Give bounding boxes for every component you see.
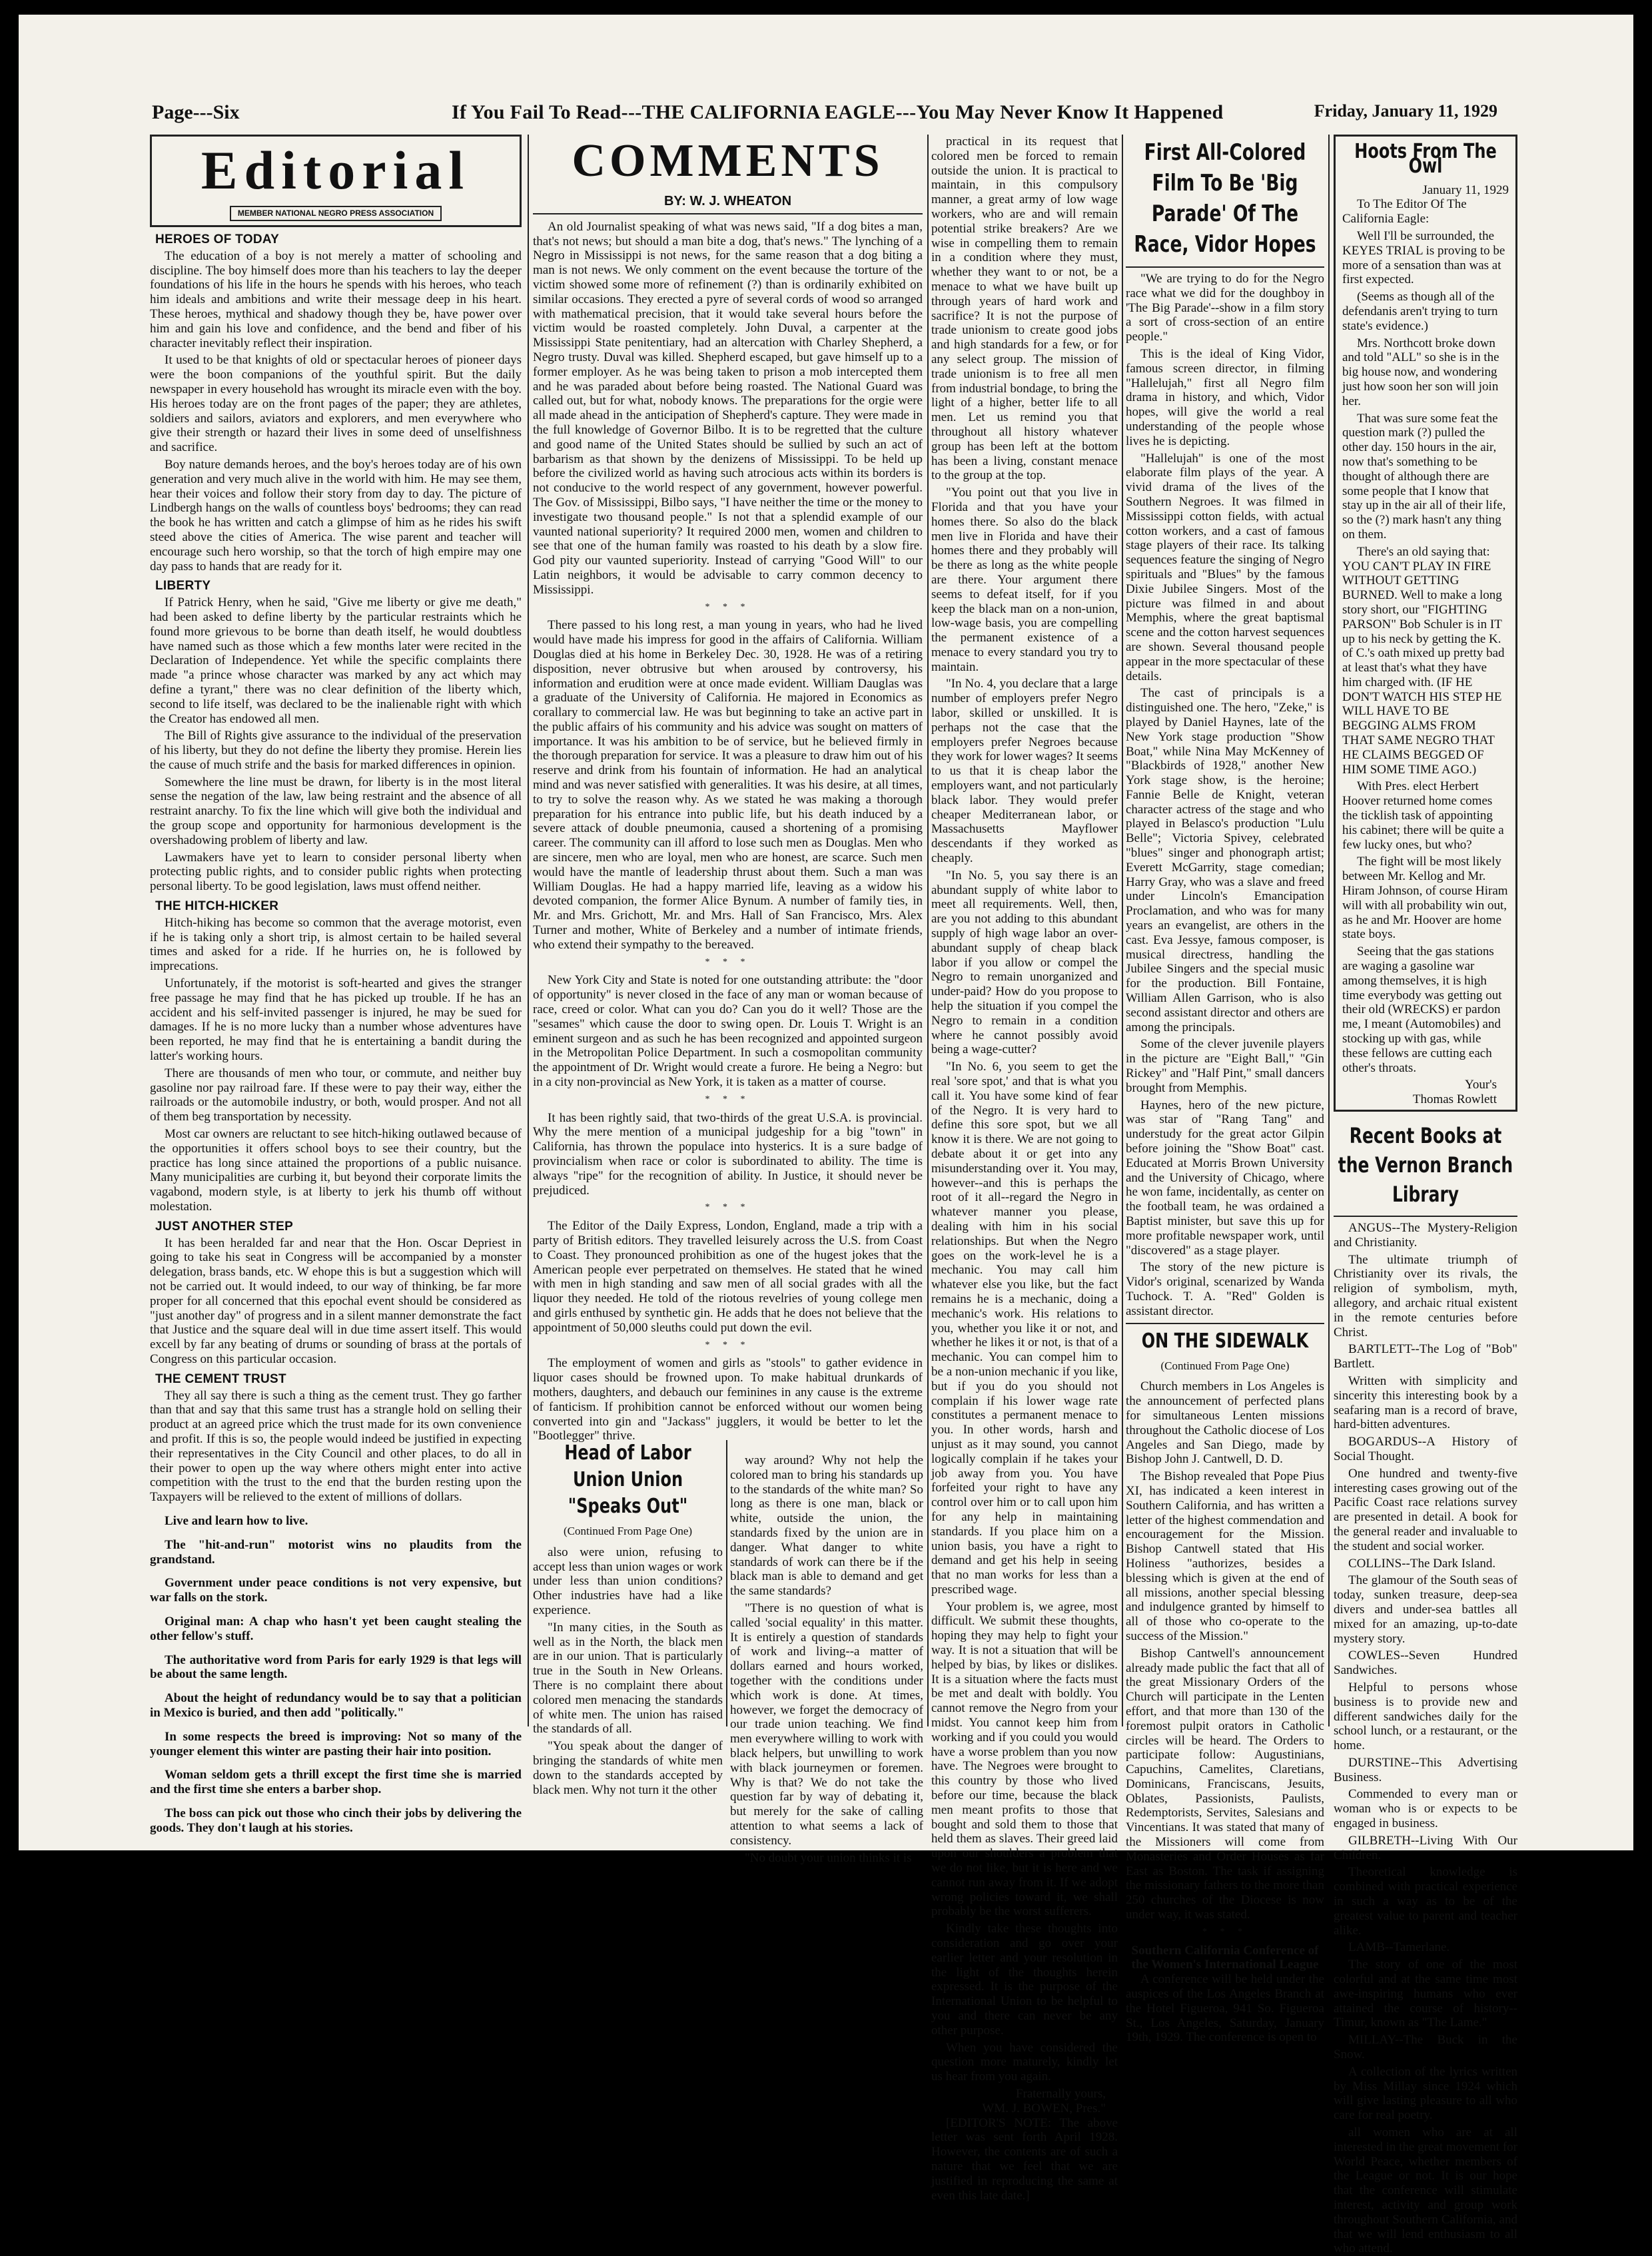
column-divider xyxy=(528,135,529,1726)
byline: BY: W. J. WHEATON xyxy=(663,194,792,208)
book-title: DURSTINE--This Advertising Business. xyxy=(1334,1755,1517,1784)
member-badge: MEMBER NATIONAL NEGRO PRESS ASSOCIATION xyxy=(230,206,442,221)
labor-headline: Head of Labor Union Union "Speaks Out" xyxy=(564,1441,691,1518)
book-title: ANGUS--The Mystery-Religion and Christianity. xyxy=(1334,1221,1517,1250)
article-paragraph: Well I'll be surrounded, the KEYES TRIAL is proving to be more of a sensation than was at first expected. xyxy=(1342,228,1505,287)
film-column xyxy=(1126,135,1324,2045)
page-header xyxy=(152,88,1497,128)
article-paragraph: "In No. 5, you say there is an abundant supply of white labor to meet all requirements. Well, then, are you not adding to this abundant supply of high wage labor an over-abundant supply of cheap black labor if you allow or compel the Negro to remain unorganized and under-paid? How do you propose to help the situation if you compel the Negro to remain in a condition where he cannot possibly avoid being a wage-cutter? xyxy=(931,868,1118,1057)
headline-rule xyxy=(1334,1216,1517,1217)
section-separator: * * * xyxy=(1202,1926,1248,1937)
comments-column xyxy=(533,135,923,1453)
section-separator: * * * xyxy=(705,1339,751,1350)
article-paragraph: The Bill of Rights give assurance to the individual of the preservation of his liberty, but they do not define the liberty they promise. Herein lies the cause of much strife and the basis for marked differences in opinion. xyxy=(150,729,522,772)
book-description: Commended to every man or woman who is or expects to be engaged in business. xyxy=(1334,1787,1517,1831)
book-title: BARTLETT--The Log of "Bob" Bartlett. xyxy=(1334,1342,1517,1371)
article-paragraph: Church members in Los Angeles is the announcement of perfected plans for simultaneous Lenten missions throughout the Catholic diocese of Los Angeles and San Diego, made by Bishop John J. Cantwell, D. D. xyxy=(1126,1379,1324,1467)
labor-column-middle xyxy=(730,1453,923,1865)
article-paragraph: There's an old saying that: YOU CAN'T PLAY IN FIRE WITHOUT GETTING BURNED. Well to make a long story short, our "FIGHTING PARSON" Bob Schuler is in IT up to his neck by getting the K. of C.'s oath mixed up pretty bad at least that's what they have him charged with. (IF HE DON'T WATCH HIS STEP HE WILL HAVE TO BE BEGGING ALMS FROM THAT SAME NEGRO THAT HE CLAIMS BEGGED OF HIM SOME TIME AGO.) xyxy=(1342,544,1505,777)
column-divider xyxy=(726,1440,727,1726)
article-paragraph: There passed to his long rest, a man young in years, who had he lived would have made his impress for good in the affairs of California. William Douglas died at his home in Berkeley Dec. 30, 1928. He was of a retiring disposition, never obtrusive but when aroused by controversy, his information and erudition were at once made evident. William Dauglas was a graduate of the University of California. He majored in Economics as corallary to commercial law. He was but beginning to take an active part in the public affairs of his community and his advice was sought on matters of importance. It was his ambition to be of service, but he believed firmly in the thorough preparation for service. It was a pleasure to draw him out of his reserve and drink from his fountain of information. He had an analytical mind and was never satisfied with generalities. It was his desire, at all times, to try to solve the reason why. As we stated he was making a thorough preparation for his entrance into public life, but his death induced by a severe attack of double pneumonia, caused a shortening of a promising career. The community can ill afford to lose such men as Douglas. Men who are sincere, men who are loyal, men who are honest, are scarce. Such men would have the mantle of leadership thrust about them. Such a man was William Douglas. He had a happy married life, leaving as a widow his devoted companion, the former Alice Bynum. A number of family ties, in Mr. and Mrs. Grichott, Mr. and Mrs. Hall of San Francisco, Mrs. Alex Turner and mother, White of Berkeley and a number of intimate friends, who extend their sympathy to the bereaved. xyxy=(533,618,923,952)
article-paragraph: With Pres. elect Herbert Hoover returned home comes the ticklish task of appointing his cabinet; there will be quite a few lucky ones, but who? xyxy=(1342,779,1504,852)
column-divider xyxy=(1328,135,1330,1726)
article-paragraph: If Patrick Henry, when he said, "Give me liberty or give me death," had been asked to define liberty by the particular restraints which he found more grievous to be borne than death itself, he would doubtless have named such as those which a few months later were recited in the Declaration of Independence. Yet while the specific complaints there made "a prince whose character was marked by any act which may define a tyrant," there was no clear definition of the liberty which, second to life itself, was declared to be the inalienable right with which the Creator has endowed all men. xyxy=(150,595,522,726)
article-paragraph: Haynes, hero of the new picture, was star of "Rang Tang" and understudy for the great actor Gilpin before joining the "Show Boat" cast. Educated at Morris Brown University and the University of Chicago, where he won fame, incidentally, as center on the football team, he was ordained a Baptist minister, but save this up for more profitable newspaper work, until "discovered" as a stage player. xyxy=(1126,1098,1324,1258)
article-paragraph: The Bishop revealed that Pope Pius XI, has indicated a keen interest in Southern California, and has written a letter of the highest commendation and encouragement for the Mission. Bishop Cantwell stated that His Holiness "authorizes, besides a blessing which is given at the end of all missions, another special blessing and indulgence granted by himself to all of those who co-operate to the success of the Mission." xyxy=(1126,1469,1324,1643)
book-description: The story of one of the most colorful and at the same time most awe-inspiring humans who ever attained the course of history--Timur, known as "The Lame." xyxy=(1334,1958,1517,2030)
article-paragraph: Some of the clever juvenile players in the picture are "Eight Ball," "Gin Rickey" and "Half Pint," small dancers brought from Memphis. xyxy=(1126,1037,1324,1095)
article-paragraph: "In No. 6, you seem to get the real 'sore spot,' and that is what you call it. You have some kind of fear of the Negro. It is very hard to define this sore spot, but we all know it is there. We are not going to debate about it or get into any misunderstanding over it. You may, however--and this is perhaps the root of it all--regard the Negro in whatever manner you please, dealing with him in his social relationships. But when the Negro goes on the work-level he is a mechanic. You may call him whatever else you like, but the fact remains he is a mechanic, doing a mechanic's work. His relations to you, whether you like it or not, and whether he likes it or not, is that of a mechanic. You can compel him to be a non-union mechanic if you like, but if you do you should not complain if his lower wage rate constitutes a permanent menace to you. In other words, harsh and unjust as it may sound, you cannot logically complain if he takes your job away from you. You have forfeited your right to have any control over him or to call upon him for any help in maintaining standards. If you place him on a union basis, you have a right to demand and get his help in seeing that no man works for less than a prescribed wage. xyxy=(931,1060,1118,1597)
short-item: The boss can pick out those who cinch their jobs by delivering the goods. They don't laugh at his stories. xyxy=(150,1806,522,1835)
comments-masthead xyxy=(533,135,923,214)
article-paragraph: It has been heralded far and near that the Hon. Oscar Depriest in going to take his seat in Congress will be accompanied by a monster delegation, brass bands, etc. W ehope this is but a suggestion which will not be carried out. It would indeed, to our way of thinking, be far more proper for all concerned that this epochal event should be considered as "just another day" of progress and in a silent manner demonstrate the fact that Justice and the square deal will in due time assert itself. This would excell by far any beating of drums or sounding of brass at the portals of Congress on this particular occasion. xyxy=(150,1236,522,1366)
short-item: The authoritative word from Paris for early 1929 is that legs will be about the same length. xyxy=(150,1653,522,1682)
article-paragraph: "We are trying to do for the Negro race what we did for the doughboy in 'The Big Parade'--show in a film story a sort of cross-section of an entire people." xyxy=(1126,272,1324,344)
article-paragraph: The education of a boy is not merely a matter of schooling and discipline. The boy himself does more than his teachers to lay the deeper foundations of his life in the hours he spends with his heroes, who teach him ideals and ambitions and write their message deep in his heart. These heroes, mythical and shadowy though they be, have power over him and gain his love and confidence, and the bend and fiber of his character inevitably reflect their inspiration. xyxy=(150,248,522,350)
book-title: GILBRETH--Living With Our Children. xyxy=(1334,1833,1517,1862)
book-title: MILLAY--The Buck in the Snow. xyxy=(1334,2033,1517,2062)
books-headline: Recent Books at the Vernon Branch Library xyxy=(1338,1123,1513,1207)
book-description: The glamour of the South seas of today, sunken treasure, deep-sea divers and under-sea battles all mixed for an amazing, up-to-date mystery story. xyxy=(1334,1573,1517,1646)
article-paragraph: The employment of women and girls as "stools" to gather evidence in liquor cases should be frowned upon. To make habitual drunkards of mothers, daughters, and debauch our feminines in any cause is the extreme of fanticism. If prohibition cannot be enforced without our women being converted into gin and "Jackass" jugglers, it would be better to let the "Bootlegger" thrive. xyxy=(533,1356,923,1443)
owl-box xyxy=(1334,135,1517,1112)
headline-rule xyxy=(1126,266,1324,268)
salutation: To The Editor Of The California Eagle: xyxy=(1342,197,1467,226)
article-paragraph: The cast of principals is a distinguished one. The hero, "Zeke," is played by Daniel Haynes, late of the New York stage production "Show Boat," while Nina May McKenney of "Blackbirds of 1928," another New York stage show, is the heroine; Fannie Belle de Knight, veteran character actress of the stage and who played in Belasco's production "Lulu Belle"; Victoria Spivey, celebrated "blues" singer and phonograph artist; Everett McGarrity, stage comedian; Harry Gray, who was a slave and freed under Lincoln's Emancipation Proclamation, and who was for many years an evangelist, are others in the cast. Eva Jessye, famous composer, is musical directress, handling the Jubilee Singers and the special music for the production. Bill Fontaine, William Allen Garrison, who is also second assistant director and others are among the principals. xyxy=(1126,686,1324,1034)
article-paragraph: "You point out that you live in Florida and that you have your homes there. So also do the black men live in Florida and have their homes there and they probably will be there as long as the white people are there. Your argument there seems to defeat itself, for if you keep the black man on a non-union, low-wage basis, you are compelling the permanent existence of a menace to every standard you try to maintain. xyxy=(931,486,1118,674)
article-paragraph: Hitch-hiking has become so common that the average motorist, even if he is taking only a short trip, is almost certain to be hailed several times and asked for a ride. If he hurries on, he is followed by imprecations. xyxy=(150,915,522,974)
section-separator: * * * xyxy=(705,1202,751,1213)
short-item: The "hit-and-run" motorist wins no plaudits from the grandstand. xyxy=(150,1537,522,1567)
article-paragraph: The fight will be most likely between Mr. Kellog and Mr. Hiram Johnson, of course Hiram will with all probability win out, as he and Mr. Hoover are home state boys. xyxy=(1342,855,1508,942)
owl-column xyxy=(1334,135,1517,2256)
article-paragraph: Bishop Cantwell's announcement already made public the fact that all of the great Missionary Orders of the Church will participate in the Lenten effort, and that more than 130 of the foremost pulpit orators in Catholic circles will be heard. The Orders to participate follow: Augustinians, Capuchins, Camelites, Claretians, Dominicans, Franciscans, Jesuits, Oblates, Passionists, Paulists, Redemptorists, Servites, Salesians and Vincentians. It was stated that many of the Missioners will come from Monasteries and Order Houses as far East as Boston. The task if assigning the missionary fathers to the more than 250 churches of the Diocese is now under way, it was stated. xyxy=(1126,1646,1324,1922)
league-headline: Southern California Conference of the Women's International League xyxy=(1131,1943,1319,1972)
issue-date: Friday, January 11, 1929 xyxy=(1314,101,1497,121)
hitch-hiker-heading: THE HITCH-HICKER xyxy=(155,899,279,914)
article-paragraph: The Editor of the Daily Express, London, England, made a trip with a party of British editors. They travelled leisurely across the U.S. from Coast to Coast. They pronounced prohibition as one of the hugest jokes that the American people ever perpetrated on themselves. He stated that he wined with men in high standing and saw men of all social grades with all the liquor they needed. He told of the riotous revelries of young college men and girls enthused by synthetic gin. He adds that he does not believe that the appointment of 50,000 sleuths could put down the evil. xyxy=(533,1219,923,1335)
editors-note: [EDITOR'S NOTE: The above letter was sent forth April 1928. However, the contents are of such a nature that we feel that we are justified in reproducing the same at even this late date.] xyxy=(931,2115,1118,2203)
labor-column-right xyxy=(931,135,1118,2203)
article-paragraph: Most car owners are reluctant to see hitch-hiking outlawed because of the opportunities it offers school boys to see their country, but the practice has long since attained the proportions of a public nuisance. Many municipalities are curbing it, but beyond their corporate limits the vagabond, modern style, is at liberty to jerk his thumb off without molestation. xyxy=(150,1127,522,1214)
article-paragraph: The story of the new picture is Vidor's original, scenarized by Wanda Tuchock. T. A. "Red" Golden is assistant director. xyxy=(1126,1260,1324,1318)
section-separator: * * * xyxy=(705,1094,751,1104)
film-headline: First All-Colored Film To Be 'Big Parade' Of The Race, Vidor Hopes xyxy=(1134,139,1316,258)
article-paragraph: New York City and State is noted for one outstanding attribute: the "door of opportunity" is never closed in the face of any man or woman because of race, creed or color. What can you do? Can you do it well? Those are the "sesames" which cause the door to swing open. Dr. Louis T. Wright is an eminent surgeon and as such he has been recognized and appointed surgeon in the Metropolitan Police Department. In such a cosmopolitan community the appointment of Dr. Wright would create a furore. He being a Negro: but in a city non-provincial as New York, it is taken as a matter of course. xyxy=(533,973,923,1090)
article-paragraph: That was sure some feat the question mark (?) pulled the other day. 150 hours in the air, now that's something to be thought of although there are some people that I know that stay up in the air all of their life, so the (?) mark hasn't any thing on them. xyxy=(1342,411,1506,542)
editorial-masthead xyxy=(150,135,522,227)
article-paragraph: Boy nature demands heroes, and the boy's heroes today are of his own generation and very much alive in the world with him. He may see them, hear their voices and follow their story from day to day. The picture of Lindbergh hangs on the walls of countless boys' bedrooms; they can read the book he has written and catch a glimpse of him as he rides his swift steed above the cities of America. The wise parent and teacher will encourage such hero worship, so that the torch of high empire may one day pass to hands that are ready for it. xyxy=(150,457,522,573)
short-item: Original man: A chap who hasn't yet been caught stealing the other fellow's stuff. xyxy=(150,1614,522,1643)
book-title: BOGARDUS--A History of Social Thought. xyxy=(1334,1435,1517,1463)
sidewalk-headline: ON THE SIDEWALK xyxy=(1141,1329,1309,1353)
short-item: Woman seldom gets a thrill except the first time she is married and the first time she enters a barber shop. xyxy=(150,1768,522,1797)
short-item: About the height of redundancy would be to say that a politician in Mexico is buried, and then add "politically." xyxy=(150,1691,522,1720)
book-description: One hundred and twenty-five interesting cases growing out of the Pacific Coast race relations survey are presented in detail. A book for the general reader and invaluable to the student and social worker. xyxy=(1334,1466,1517,1553)
article-paragraph: A conference will be held under the auspices of the Los Angeles Branch at the Hotel Figueroa, 941 So. Figueroa St., Los Angeles, Saturday, January 19th, 1929. The conference is open to xyxy=(1126,1972,1324,2045)
article-paragraph: "There is no question of what is called 'social equality' in this matter. It is entirely a question of standards of work and living--a matter of dollars earned and hours worked, together with the conditions under which work is done. At times, however, we forget the democracy of our trade union teaching. We find men everywhere willing to work with black helpers, but unwilling to work with black journeymen or foremen. Why is that? We do not take the question far by way of debating it, but merely for the sake of calling attention to what seems a lack of consistency. xyxy=(730,1601,923,1848)
signature: Thomas Rowlett xyxy=(1412,1092,1497,1107)
book-title: COLLINS--The Dark Island. xyxy=(1348,1556,1496,1571)
book-title: LAMB--Tamerlane. xyxy=(1348,1940,1450,1955)
editorial-title: Editorial xyxy=(201,140,471,200)
article-paragraph: It used to be that knights of old or spectacular heroes of pioneer days were the boon companions of the youthful spirit. But the daily newspaper in every household has wrought its miracle even with the boy. His heroes today are on the front pages of the paper; they are athletes, soldiers and sailors, aviators and explorers, and men everywhere who give their strength or hazard their lives in some deed of unselfishness and sacrifice. xyxy=(150,353,522,455)
book-description: Helpful to persons whose business is to provide new and different sandwiches daily for the school lunch, or a restaurant, or the home. xyxy=(1334,1680,1517,1753)
book-description: The ultimate triumph of Christianity over its rivals, the religion of symbolism, myth, allegory, and archaic ritual existent in the remote centuries before Christ. xyxy=(1334,1252,1517,1339)
book-description: Written with simplicity and sincerity this interesting book by a seafaring man is a record of brave, hard-bitten adventures. xyxy=(1334,1373,1517,1432)
article-paragraph: It has been rightly said, that two-thirds of the great U.S.A. is provincial. Why the mere mention of a municipal judgeship for a big "town" in California, has thrown the populace into hysterics. It is a sure badge of provincialism when race or color is subordinated to ability. The time is always "ripe" for the recognition of ability. In Justice, it should never be prejudiced. xyxy=(533,1110,923,1198)
article-paragraph: Lawmakers have yet to learn to consider personal liberty when protecting public rights, and to consider public rights when protecting personal liberty. To be good legislation, laws must offend neither. xyxy=(150,850,522,894)
liberty-heading: LIBERTY xyxy=(155,579,211,593)
book-description: A collection of the lyrics written by Miss Millay since 1924 which will give lasting pleasure to all who care for real poetry. xyxy=(1334,2064,1517,2123)
article-paragraph: Mrs. Northcott broke down and told "ALL" so she is in the big house now, and wondering just how soon her son will join her. xyxy=(1342,336,1499,408)
column-divider xyxy=(927,135,929,1726)
book-description: Theoretical knowledge is combined with practical experience in such a way as to be of the greatest value to parent and teacher alike. xyxy=(1334,1865,1517,1938)
continued-note: (Continued From Page One) xyxy=(1160,1359,1290,1372)
article-paragraph: "Hallelujah" is one of the most elaborate film plays of the year. A vivid drama of the lives of the Southern Negroes. It was filmed in Mississippi cotton fields, with actual cotton workers, and a cast of famous stage players of their race. Its talking sequences feature the singing of Negro spirituals and "Blues" by the famous Dixie Jubilee Singers. Most of the picture was filmed in and about Memphis, where the great baptismal scene and the cotton harvest sequences are shown. Several thousand people appear in the more spectacular of these details. xyxy=(1126,451,1324,683)
section-rule xyxy=(1126,1323,1324,1324)
column-divider xyxy=(1122,135,1123,1726)
masthead-slogan: If You Fail To Read---THE CALIFORNIA EAGLE---You May Never Know It Happened xyxy=(452,101,1224,123)
closing: Your's xyxy=(1465,1078,1497,1092)
article-paragraph: Your problem is, we agree, most difficult. We submit these thoughts, hoping they may help to fight your way. It is not a situation that will be helped by bias, by likes or dislikes. It is a situation where the facts must be met and dealt with boldly. You cannot remove the Negro from your midst. You cannot keep him from working and if you could you would have a worse problem than you now have. The Negroes were brought to this country by those who lived before our time, because the black men meant profits to those that bought and sold them to those that held them as slaves. Their greed laid upon our shoulders a problem that we do not like, but it is here and we cannot run away from it. If we adopt wrong policies toward it, we shall probably be the worst sufferers. xyxy=(931,1599,1118,1919)
article-paragraph: (Seems as though all of the defendanis aren't trying to turn state's evidence.) xyxy=(1342,290,1498,333)
signature: WM. J. BOWEN, Pres." xyxy=(982,2101,1106,2115)
section-separator: * * * xyxy=(705,601,751,612)
article-paragraph: Somewhere the line must be drawn, for liberty is in the most literal sense the negation of the law, law being restraint and the absence of all restraint anarchy. To fix the line which will give both the individual and the group scope and opportunity for harmonious development is the overshadowing problem of liberty and law. xyxy=(150,775,522,847)
article-paragraph: practical in its request that colored men be forced to remain outside the union. It is practical to maintain, in this compulsory manner, a great army of low wage workers, who are and will remain potential strike breakers? Are we wise in compelling them to remain in a condition where they must, whether they want to or not, be a menace to what we have built up through years of hard work and sacrifice? It is not the purpose of trade unionism to create good jobs and high standards for a few, or for any select group. The mission of trade unionism is to free all men from industrial bondage, to bring the light of a higher, better life to all men. Let us remind you that throughout all history whatever group has been left at the bottom has been a living, constant menace to the group at the top. xyxy=(931,135,1118,483)
article-paragraph: Unfortunately, if the motorist is soft-hearted and gives the stranger free passage he may find that he has picked up trouble. If he has an accident and his self-invited passenger is injured, he may be sued for damages. If he is no more lucky than a number whose adventures have been reported, he may find that he is entertaining a bandit during the latter's working hours. xyxy=(150,976,522,1064)
article-paragraph: "You speak about the danger of bringing the standards of white men down to the standards accepted by black men. Why not turn it the other xyxy=(533,1739,723,1797)
short-item: Live and learn how to live. xyxy=(165,1513,308,1528)
section-separator: * * * xyxy=(705,956,751,967)
newspaper-page xyxy=(19,15,1633,2256)
article-paragraph: There are thousands of men who tour, or commute, and neither buy gasoline nor pay railroad fare. If these were to pay their way, either the railroads or the automobile industry, or both, would prosper. And not all of them beg transportation by necessity. xyxy=(150,1066,522,1124)
article-paragraph: "No doubt your union thinks it is xyxy=(745,1850,912,1865)
short-item: Government under peace conditions is not very expensive, but war falls on the stork. xyxy=(150,1576,522,1605)
another-step-heading: JUST ANOTHER STEP xyxy=(155,1219,294,1234)
article-paragraph: way around? Why not help the colored man to bring his standards up to the standards of the white man? So long as there is one man, black or white, outside the union, the standards fixed by the union are in danger. What danger to white standards of work can there be if the black man is able to demand and get the same standards? xyxy=(730,1453,923,1599)
owl-date: January 11, 1929 xyxy=(1422,183,1509,197)
article-paragraph: Seeing that the gas stations are waging a gasoline war among themselves, it is high time everybody was getting out their old (WRECKS) er pardon me, I meant (Automobiles) and stocking up with gas, while these fellows are cutting each other's throats. xyxy=(1342,944,1502,1075)
cement-trust-heading: THE CEMENT TRUST xyxy=(155,1371,286,1386)
page-number: Page---Six xyxy=(152,101,240,123)
article-paragraph: They all say there is such a thing as the cement trust. They go farther than that and say that this same trust has a strangle hold on selling their product at an agreed price which the trust made for its own convenience and profit. If this is so, the people would indeed be justified in expecting their representatives in the City Council and other places, to do all in their power to open up the way where others might enter into active competition with the trust to the end that the burden resting upon the Taxpayers will be relieved to the extent of millions of dollars. xyxy=(150,1388,522,1505)
short-item: In some respects the breed is improving: Not so many of the younger element this winter are pasting their hair into position. xyxy=(150,1729,522,1758)
continued-note: (Continued From Page One) xyxy=(563,1525,693,1537)
heroes-heading: HEROES OF TODAY xyxy=(155,232,280,246)
article-paragraph: Kindly take these thoughts into consideration and go over your earlier letter and your resolution in the light of the thoughts herein expressed. It is the purpose of the International Union to be helpful to you and there can never be any other purpose. xyxy=(931,1922,1118,2038)
article-paragraph: When you have considered the question more maturely, kindly let us hear from you again. xyxy=(931,2040,1118,2084)
comments-title: COMMENTS xyxy=(572,135,884,187)
article-paragraph: This is the ideal of King Vidor, famous screen director, in filming "Hallelujah," first all Negro film drama in history, and which, Vidor hopes, will give the world a real understanding of the people whose lives he is depicting. xyxy=(1126,346,1324,448)
article-paragraph: "In No. 4, you declare that a large number of employers prefer Negro labor, skilled or unskilled. It is perhaps not the case that the employers prefer Negroes because they work for lower wages? It seems to us that it is cheap labor the employers want, and not particularly black labor. They would prefer cheaper Mediterranean labor, or Massachusetts Mayflower descendants if they worked as cheaply. xyxy=(931,677,1118,866)
labor-column-left xyxy=(533,1440,723,1797)
article-paragraph: also were union, refusing to accept less than union wages or work under less than union conditions? Other industries have had a like experience. xyxy=(533,1545,723,1617)
book-title: COWLES--Seven Hundred Sandwiches. xyxy=(1334,1649,1517,1678)
editorial-column xyxy=(150,135,522,1835)
article-paragraph: "In many cities, in the South as well as in the North, the black men are in our union. That is particularly true in the South in New Orleans. There is no complaint there about colored men menacing the standards of white men. The union has raised the standards of all. xyxy=(533,1620,723,1736)
owl-headline: Hoots From The Owl xyxy=(1354,140,1497,178)
article-paragraph: An old Journalist speaking of what was news said, "If a dog bites a man, that's not news; but should a man bite a dog, that's news." The lynching of a Negro in Mississippi is not news, for the same reason that a dog biting a man is not news. We only comment on the event because the torture of the victim showed some more of refinement (?) than is ordinarily exhibited on similar occasions. They erected a pyre of several cords of wood so arranged with mathematical precision, that it would take several hours before the victim would be roasted completely. John Duval, a carpenter at the Mississippi State penitentiary, had an altercation with Charley Shepherd, a Negro trusty. Duval was killed. Shepherd escaped, but gave himself up to a former employer. As he was being taken to prison a mob intercepted them and he was paraded about before being roasted. The National Guard was called out, but for what, nobody knows. The preparations for the orgie were all made ahead in the anticipation of Shepherd's capture. They were made in the full knowledge of Governor Bilbo. It is to be regretted that the culture and good name of the United States should be sullied by such an act of barbarism as that shown by the denizens of Mississippi. To be held up before the civilized world as having such atrocious acts within its borders is not conducive to the world respect of any government, however powerful. The Gov. of Mississippi, Bilbo says, "I have neither the time or the money to investigate two thousand people." Is not that a splendid example of our vaunted national superiority? It required 2000 men, women and children to see that one of the human family was roasted to his death by a slow fire. God pity our vaunted superiority. Instead of carrying "Good Will" to our Latin neighbors, it would be advisable to carry common decency to Mississippi. xyxy=(533,219,923,597)
article-paragraph: all women who are at all interested in the great movement for World Peace, whether members of the League or not. It is our hope that the conference will stimulate interest, activity and group work throughout Southern California, and that we will lend enthusiasm to all who attend. xyxy=(1334,2125,1517,2256)
closing: Fraternally yours, xyxy=(1015,2086,1106,2101)
